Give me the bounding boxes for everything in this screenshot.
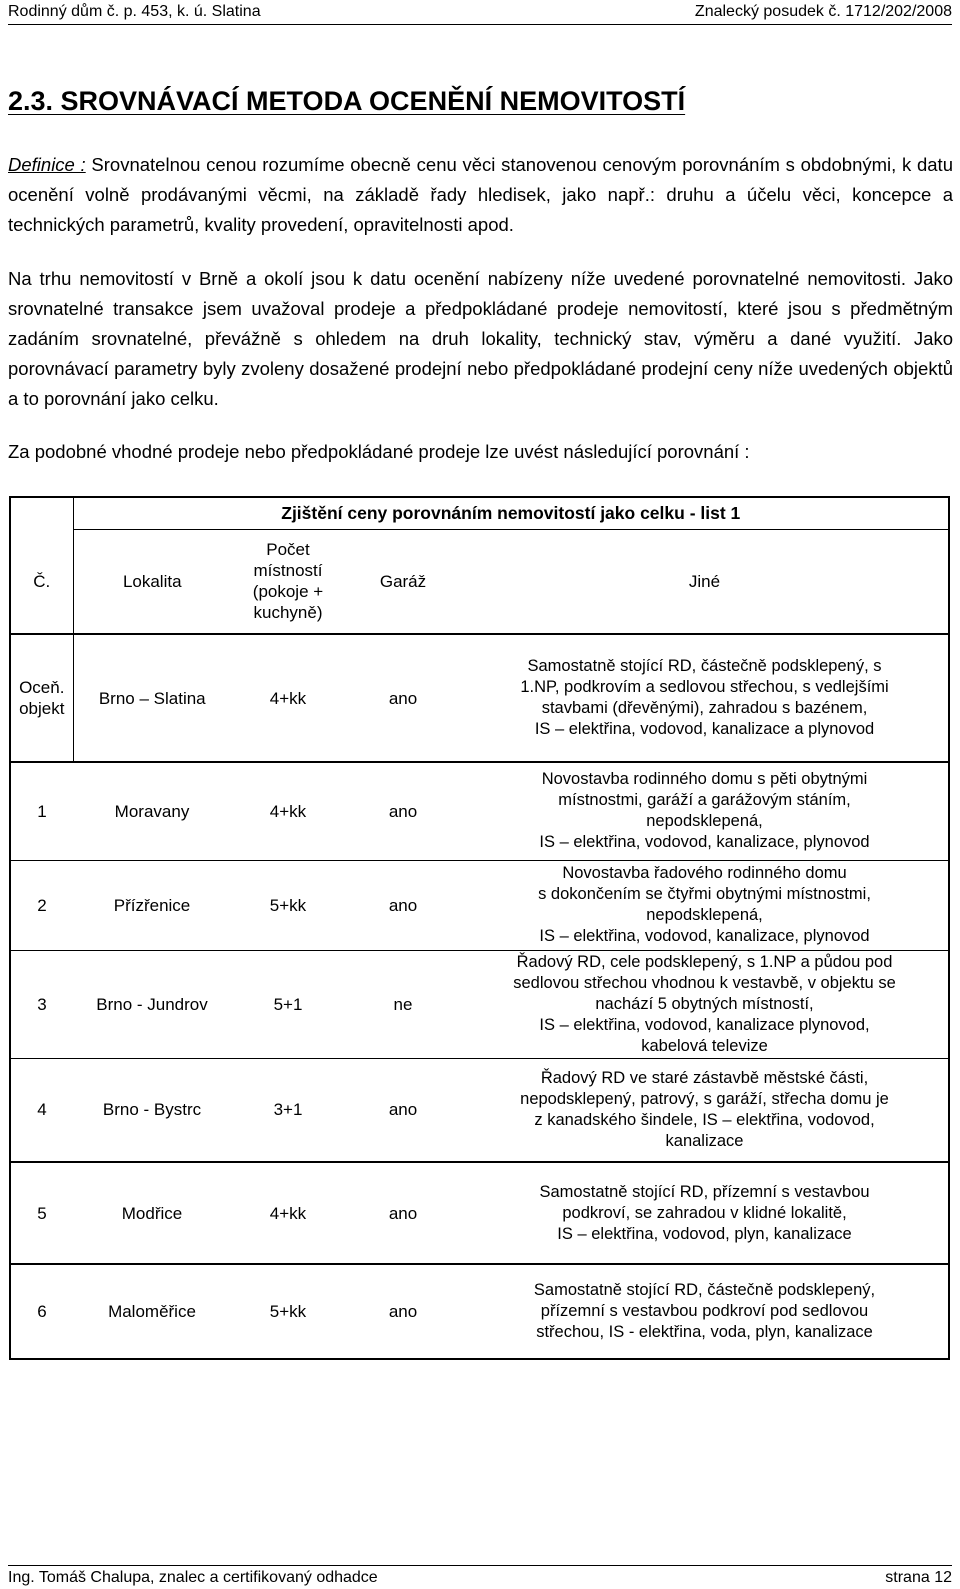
column-header-locality: Lokalita [73, 529, 231, 634]
row-number: 5 [37, 1203, 47, 1223]
comparison-grid [11, 498, 948, 1358]
row-garage: ano [388, 1100, 418, 1120]
row-locality: Brno - Bystrc [102, 1100, 202, 1120]
table-row [11, 1264, 948, 1358]
row-garage: ano [388, 1302, 418, 1321]
row-rooms: 3+1 [273, 1100, 303, 1120]
row-description: Řadový RD, cele podsklepený, s 1.NP a půdou pod sedlovou střechou vhodnou k vestavbě, v objektu se nachází 5 obytných místností, IS – elektřina, vodovod, kanalizace plynovod, kabelová televize [513, 952, 896, 1055]
subject-description: Samostatně stojící RD, částečně podsklepený, s 1.NP, podkrovím a sedlovou střechou, s vedlejšími stavbami (dřevěnými), zahradou s bazénem, IS – elektřina, vodovod, kanalizace a plynovod [520, 657, 889, 738]
row-garage: ano [388, 1203, 418, 1223]
table-row [11, 762, 948, 860]
subject-rooms: 4+kk [269, 688, 307, 708]
row-garage: ne [393, 994, 413, 1014]
footer-page-number: strana 12 [885, 1569, 952, 1586]
row-number: 3 [37, 994, 47, 1014]
row-locality: Moravany [114, 801, 190, 821]
comparison-table [9, 496, 950, 1360]
row-number: 6 [37, 1302, 47, 1321]
table-row [11, 1058, 948, 1162]
table-row [11, 950, 948, 1058]
intro-paragraph: Za podobné vhodné prodeje nebo předpokládané prodeje lze uvést následující porovnání : [8, 441, 750, 462]
row-rooms: 4+kk [269, 801, 307, 821]
row-garage: ano [388, 895, 418, 915]
subject-garage: ano [388, 688, 418, 708]
row-rooms: 5+kk [269, 895, 307, 915]
table-title-row [11, 498, 948, 529]
row-garage: ano [388, 801, 418, 821]
row-rooms: 5+1 [273, 994, 303, 1014]
row-locality: Brno - Jundrov [96, 994, 208, 1014]
row-description: Novostavba rodinného domu s pěti obytnými místnostmi, garáží a garážovým stáním, nepodsklepená, IS – elektřina, vodovod, kanalizace, plynovod [539, 770, 870, 852]
header-document-subject: Rodinný dům č. p. 453, k. ú. Slatina [8, 3, 261, 20]
definition-label: Definice : [8, 154, 86, 175]
definition-text: Srovnatelnou cenou rozumíme obecně cenu věci stanovenou cenovým porovnáním s obdobnými, k datu ocenění volně prodávanými věcmi, na základě řady hledisek, jako např.: druhu a účelu věci, koncepce a technických parametrů, kvality provedení, opravitelnosti apod. [8, 154, 953, 235]
row-locality: Přízřenice [113, 895, 191, 915]
subject-property-row [11, 634, 948, 762]
section-title: 2.3. SROVNÁVACÍ METODA OCENĚNÍ NEMOVITOSTÍ [8, 86, 686, 116]
column-header-other: Jiné [461, 529, 948, 634]
table-row [11, 1162, 948, 1264]
header-report-number: Znalecký posudek č. 1712/202/2008 [694, 3, 952, 20]
row-locality: Modřice [121, 1203, 183, 1223]
column-header-no: Č. [33, 571, 51, 591]
page-header [8, 2, 952, 25]
market-paragraph: Na trhu nemovitostí v Brně a okolí jsou k datu ocenění nabízeny níže uvedené porovnatelné nemovitosti. Jako srovnatelné transakce jsem uvažoval prodeje a předpokládané prodeje nemovitostí, které jsou s předmětným zadáním srovnatelné, převážně s ohledem na druh lokality, technický stav, výměru a dané využití. Jako porovnávací parametry byly zvoleny dosažené prodejní nebo předpokládané prodejní ceny níže uvedených objektů a to porovnání jako celku. [8, 268, 953, 409]
table-header-row [11, 529, 948, 634]
subject-locality: Brno – Slatina [73, 634, 231, 762]
row-number: 2 [37, 895, 47, 915]
subject-label: Oceň. objekt [19, 678, 65, 718]
column-header-garage: Garáž [345, 529, 461, 634]
footer-author: Ing. Tomáš Chalupa, znalec a certifikovaný odhadce [8, 1569, 378, 1586]
row-number: 1 [37, 801, 47, 821]
definition-paragraph [8, 150, 953, 240]
row-description: Samostatně stojící RD, přízemní s vestavbou podkroví, se zahradou v klidné lokalitě, IS – elektřina, vodovod, plyn, kanalizace [539, 1182, 870, 1243]
row-description: Řadový RD ve staré zástavbě městské části, nepodsklepený, patrový, s garáží, střecha domu je z kanadského šindele, IS – elektřina, vodovod, kanalizace [520, 1068, 889, 1150]
page-footer [8, 1565, 952, 1588]
row-rooms: 4+kk [269, 1203, 307, 1223]
table-title: Zjištění ceny porovnáním nemovitostí jako celku - list 1 [73, 498, 948, 529]
row-rooms: 5+kk [269, 1302, 307, 1321]
row-locality: Maloměřice [108, 1302, 196, 1321]
row-description: Samostatně stojící RD, částečně podsklepený, přízemní s vestavbou podkroví pod sedlovou střechou, IS - elektřina, voda, plyn, kanalizace [533, 1281, 876, 1341]
row-number: 4 [37, 1100, 47, 1120]
table-row [11, 860, 948, 950]
row-description: Novostavba řadového rodinného domu s dokončením se čtyřmi obytnými místnostmi, nepodsklepená, IS – elektřina, vodovod, kanalizace, plynovod [538, 864, 871, 945]
column-header-rooms: Počet místností (pokoje + kuchyně) [231, 529, 345, 634]
